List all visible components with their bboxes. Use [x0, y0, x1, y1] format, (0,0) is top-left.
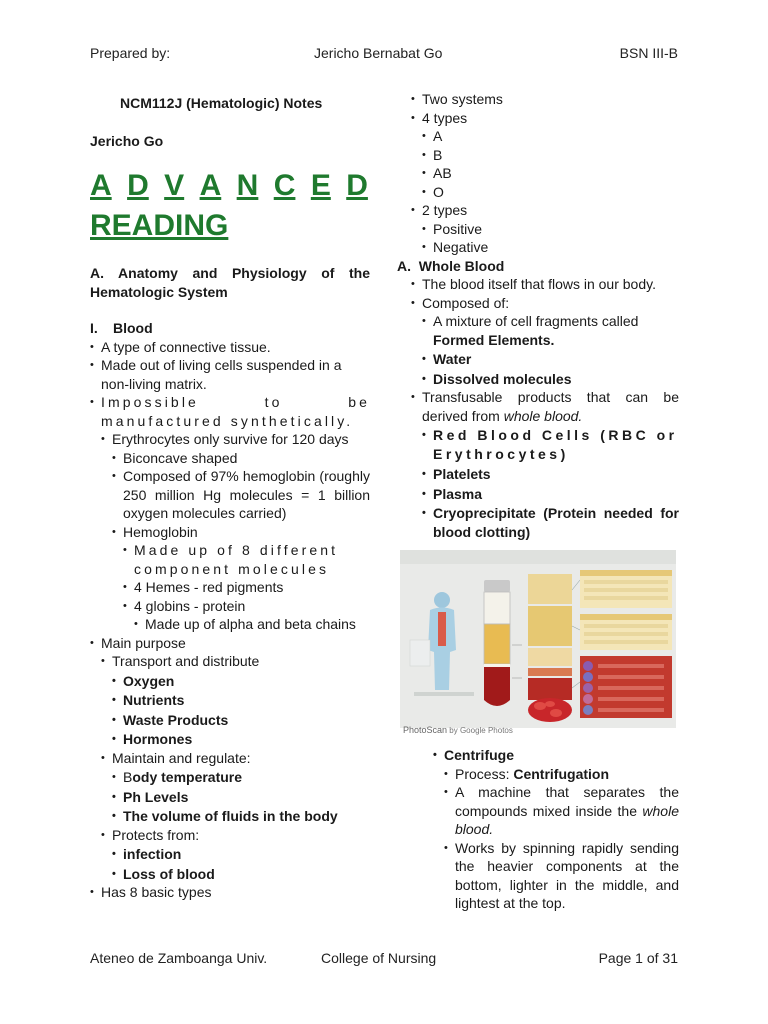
list-item: • 4 Hemes - red pigments: [123, 578, 370, 597]
list-item: • Has 8 basic types: [90, 883, 370, 902]
section-i-heading: I. Blood: [90, 320, 153, 336]
red-blood-cells-image: [528, 698, 572, 722]
list-item: • Loss of blood: [112, 865, 370, 884]
blood-list: [90, 338, 370, 902]
list-item: • A mixture of cell fragments called Formed Elements.: [422, 312, 679, 349]
list-item: • Body temperature: [112, 768, 370, 787]
list-item: • Positive: [422, 220, 679, 239]
page-header: [90, 45, 678, 65]
list-item: • Composed of:: [411, 294, 679, 313]
list-item: • Platelets: [422, 465, 679, 484]
header-section: BSN III-B: [619, 45, 678, 61]
list-item: • Oxygen: [112, 672, 370, 691]
list-item: • Water: [422, 350, 679, 369]
list-item: • Plasma: [422, 485, 679, 504]
list-item: • Made up of alpha and beta chains: [134, 615, 370, 634]
list-item: • The volume of fluids in the body: [112, 807, 370, 826]
list-item: • O: [422, 183, 679, 202]
prepared-by-label: Prepared by:: [90, 45, 171, 61]
header-author-name: Jericho Bernabat Go: [314, 45, 443, 61]
list-item: • Centrifuge: [433, 746, 679, 765]
list-item: • AB: [422, 164, 679, 183]
list-item: • 2 types: [411, 201, 679, 220]
blood-composition-figure: [400, 550, 676, 740]
reading-heading: READING: [90, 209, 229, 242]
footer-school: Ateneo de Zamboanga Univ.: [90, 950, 268, 966]
list-item: • The blood itself that flows in our body.: [411, 275, 679, 294]
centrifuge-list: [397, 746, 679, 913]
list-item: • Composed of 97% hemoglobin (roughly 250 million Hg molecules = 1 billion oxygen molecules carried): [112, 467, 370, 523]
list-item: • A machine that separates the compounds mixed inside the whole blood.: [444, 783, 679, 839]
right-column: [397, 90, 679, 913]
course-title: NCM112J (Hematologic) Notes: [120, 95, 323, 111]
list-item: • Waste Products: [112, 711, 370, 730]
page-footer: [90, 950, 678, 970]
proteins-table: [580, 570, 672, 608]
list-item: • Main purpose: [90, 634, 370, 653]
list-item: • Nutrients: [112, 691, 370, 710]
left-column: [90, 90, 370, 902]
list-item: • Transfusable products that can be derived from whole blood.: [411, 388, 679, 425]
list-item: • A: [422, 127, 679, 146]
leukocytes-table: [580, 656, 672, 718]
list-item: • A type of connective tissue.: [90, 338, 370, 357]
list-item: • Ph Levels: [112, 788, 370, 807]
list-item: • Transport and distribute: [101, 652, 370, 671]
list-item: • 4 types: [411, 109, 679, 128]
section-a-heading: A. Anatomy and Physiology of the Hematologic System: [90, 265, 370, 300]
list-item: • 4 globins - protein: [123, 597, 370, 616]
list-item: • Process: Centrifugation: [444, 765, 679, 784]
blood-types-list: [397, 90, 679, 257]
list-item: • Works by spinning rapidly sending the heavier components at the bottom, lighter in the middle, and lightest at the top.: [444, 839, 679, 913]
whole-blood-heading: A. Whole Blood: [397, 257, 505, 274]
list-item: • Maintain and regulate:: [101, 749, 370, 768]
list-item: • Cryoprecipitate (Protein needed for blood clotting): [422, 504, 679, 542]
list-item: • Erythrocytes only survive for 120 days: [101, 430, 370, 449]
list-item: • Negative: [422, 238, 679, 257]
photo-credit: PhotoScan by Google Photos: [403, 724, 513, 735]
list-item: • Red Blood Cells (RBC or Erythrocytes): [422, 426, 679, 464]
advanced-heading: A D V A N C E D: [90, 169, 368, 202]
other-solutes-table: [580, 614, 672, 650]
list-item: • Made up of 8 different component molecules: [123, 541, 370, 578]
whole-blood-list: [397, 275, 679, 542]
list-item: • B: [422, 146, 679, 165]
list-item: • Protects from:: [101, 826, 370, 845]
notes-author: Jericho Go: [90, 132, 164, 149]
footer-college: College of Nursing: [321, 950, 437, 966]
list-item: • Hormones: [112, 730, 370, 749]
page-number: Page 1 of 31: [598, 950, 678, 966]
list-item: • Biconcave shaped: [112, 449, 370, 468]
list-item: • Two systems: [411, 90, 679, 109]
list-item: • Hemoglobin: [112, 523, 370, 542]
list-item: • Made out of living cells suspended in a non-living matrix.: [90, 356, 370, 393]
list-item: • Dissolved molecules: [422, 370, 679, 389]
list-item: • infection: [112, 845, 370, 864]
list-item: • Impossible to be manufactured synthetically.: [90, 393, 370, 430]
blood-composition-illustration: [400, 550, 676, 728]
